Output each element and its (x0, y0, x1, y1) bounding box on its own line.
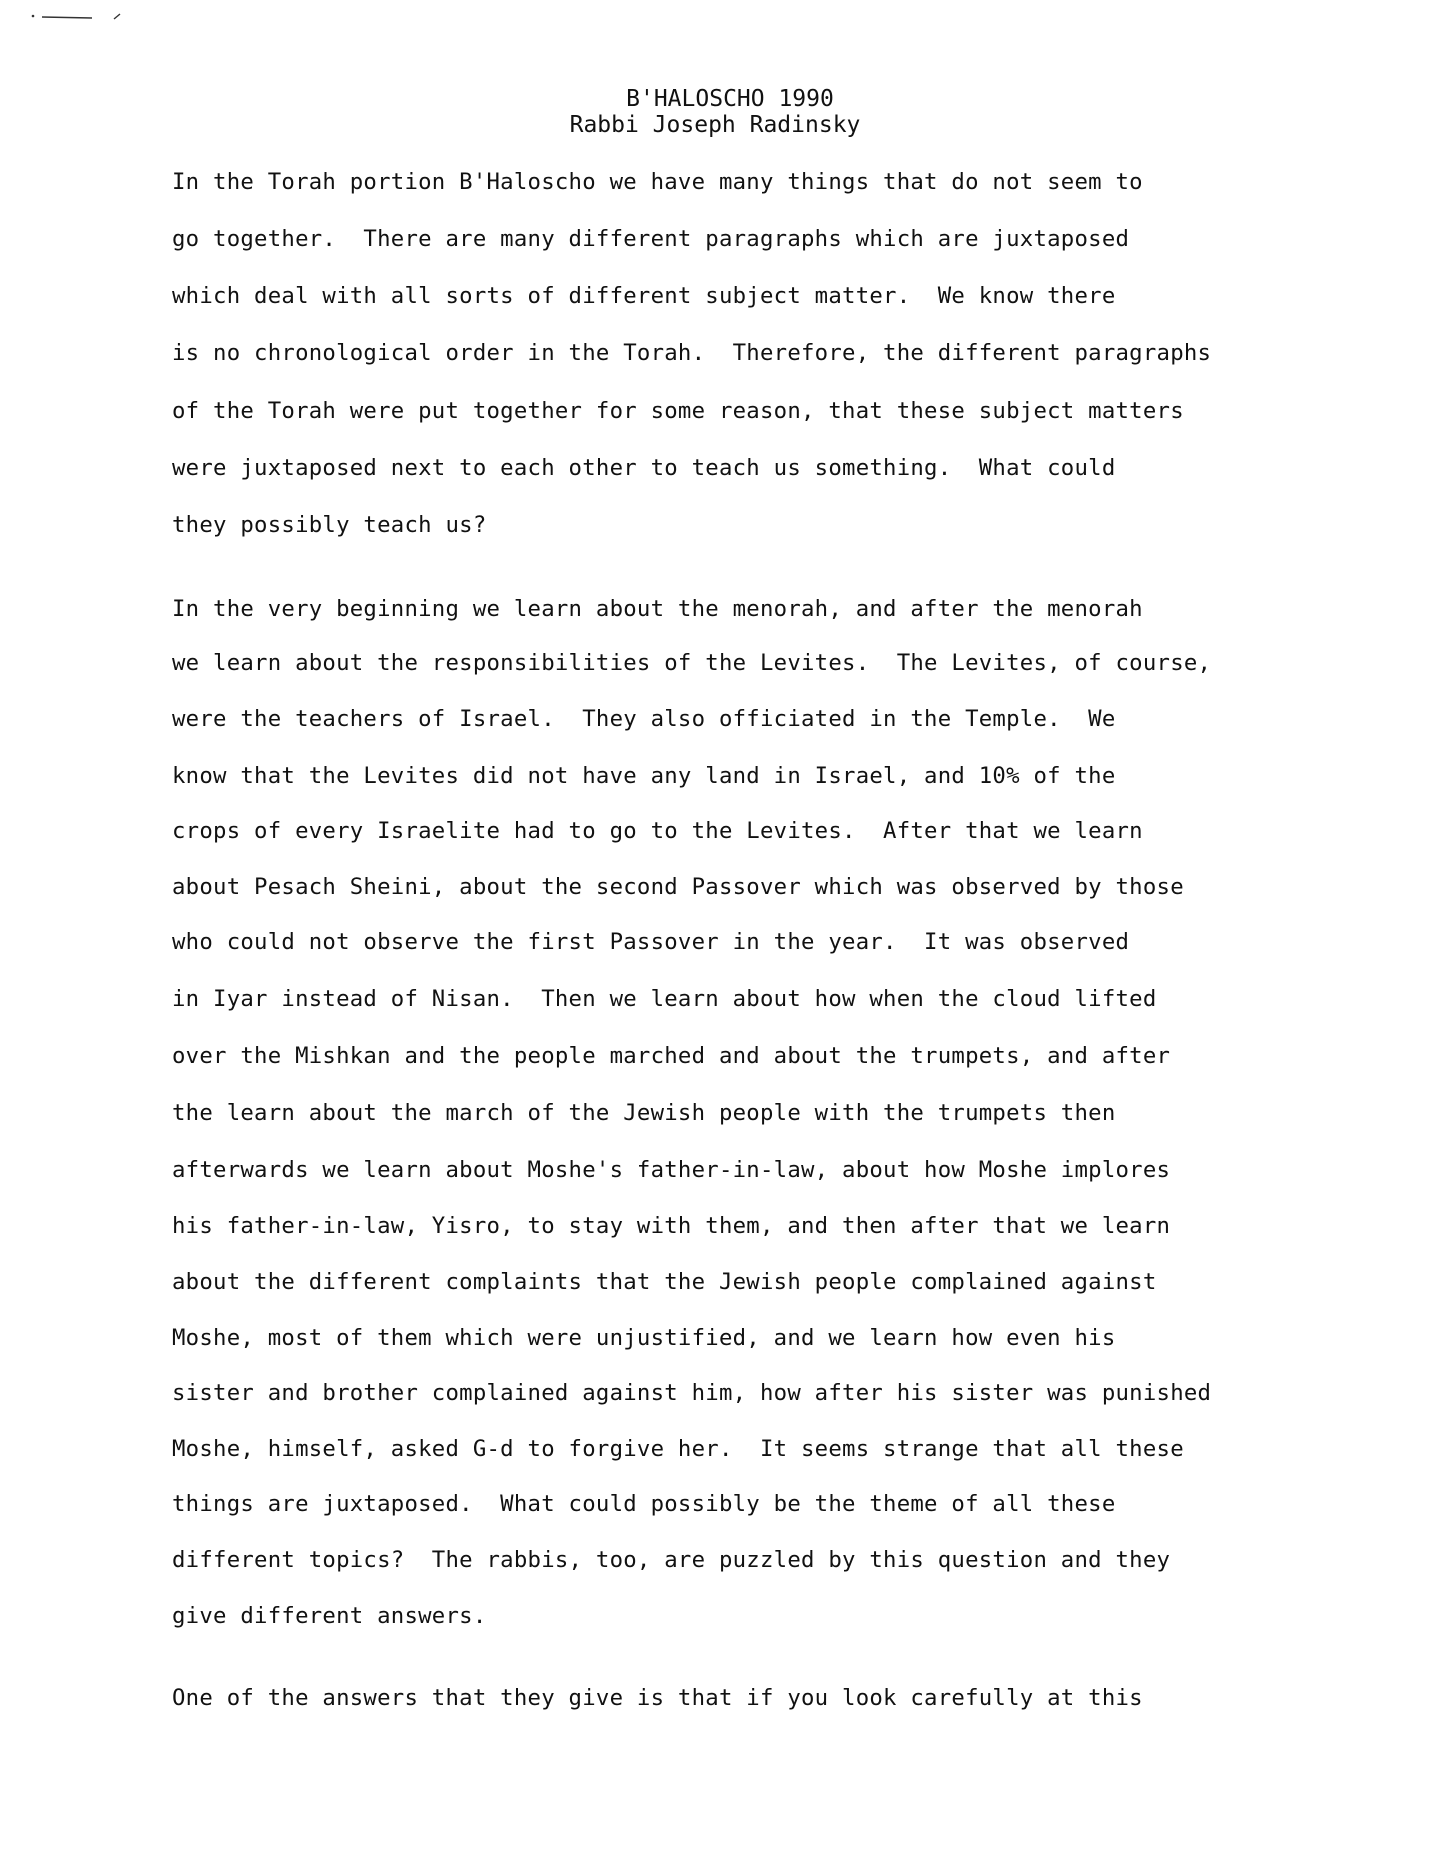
text-line: afterwards we learn about Moshe's father-in-law, about how Moshe implores (172, 1157, 1171, 1183)
text-line: different topics? The rabbis, too, are puzzled by this question and they (172, 1547, 1171, 1573)
text-line: is no chronological order in the Torah. Therefore, the different paragraphs (172, 340, 1212, 366)
document-header (0, 86, 1430, 138)
text-line: which deal with all sorts of different subject matter. We know there (172, 283, 1116, 309)
text-line: Moshe, himself, asked G-d to forgive her. It seems strange that all these (172, 1436, 1184, 1462)
text-line: things are juxtaposed. What could possibly be the theme of all these (172, 1491, 1116, 1517)
text-line: about Pesach Sheini, about the second Passover which was observed by those (172, 874, 1184, 900)
text-line: give different answers. (172, 1603, 487, 1629)
text-line: in Iyar instead of Nisan. Then we learn about how when the cloud lifted (172, 986, 1157, 1012)
text-line: know that the Levites did not have any land in Israel, and 10% of the (172, 763, 1116, 789)
scan-artifact (30, 12, 125, 22)
text-line: go together. There are many different paragraphs which are juxtaposed (172, 226, 1130, 252)
text-line: crops of every Israelite had to go to the Levites. After that we learn (172, 818, 1143, 844)
text-line: about the different complaints that the Jewish people complained against (172, 1269, 1157, 1295)
text-line: over the Mishkan and the people marched and about the trumpets, and after (172, 1043, 1171, 1069)
document-title: B'HALOSCHO 1990 (626, 86, 834, 112)
text-line: were the teachers of Israel. They also officiated in the Temple. We (172, 706, 1116, 732)
document-author: Rabbi Joseph Radinsky (569, 112, 861, 138)
text-line: of the Torah were put together for some reason, that these subject matters (172, 398, 1184, 424)
text-line: were juxtaposed next to each other to teach us something. What could (172, 455, 1116, 481)
text-line: Moshe, most of them which were unjustified, and we learn how even his (172, 1325, 1116, 1351)
text-line: we learn about the responsibilities of the Levites. The Levites, of course, (172, 650, 1212, 676)
text-line: the learn about the march of the Jewish people with the trumpets then (172, 1100, 1116, 1126)
text-line: In the Torah portion B'Haloscho we have many things that do not seem to (172, 169, 1143, 195)
text-line: his father-in-law, Yisro, to stay with them, and then after that we learn (172, 1213, 1171, 1239)
text-line: sister and brother complained against him, how after his sister was punished (172, 1380, 1212, 1406)
text-line: they possibly teach us? (172, 512, 487, 538)
text-line: who could not observe the first Passover in the year. It was observed (172, 929, 1130, 955)
text-line: One of the answers that they give is that if you look carefully at this (172, 1685, 1143, 1711)
text-line: In the very beginning we learn about the menorah, and after the menorah (172, 596, 1143, 622)
